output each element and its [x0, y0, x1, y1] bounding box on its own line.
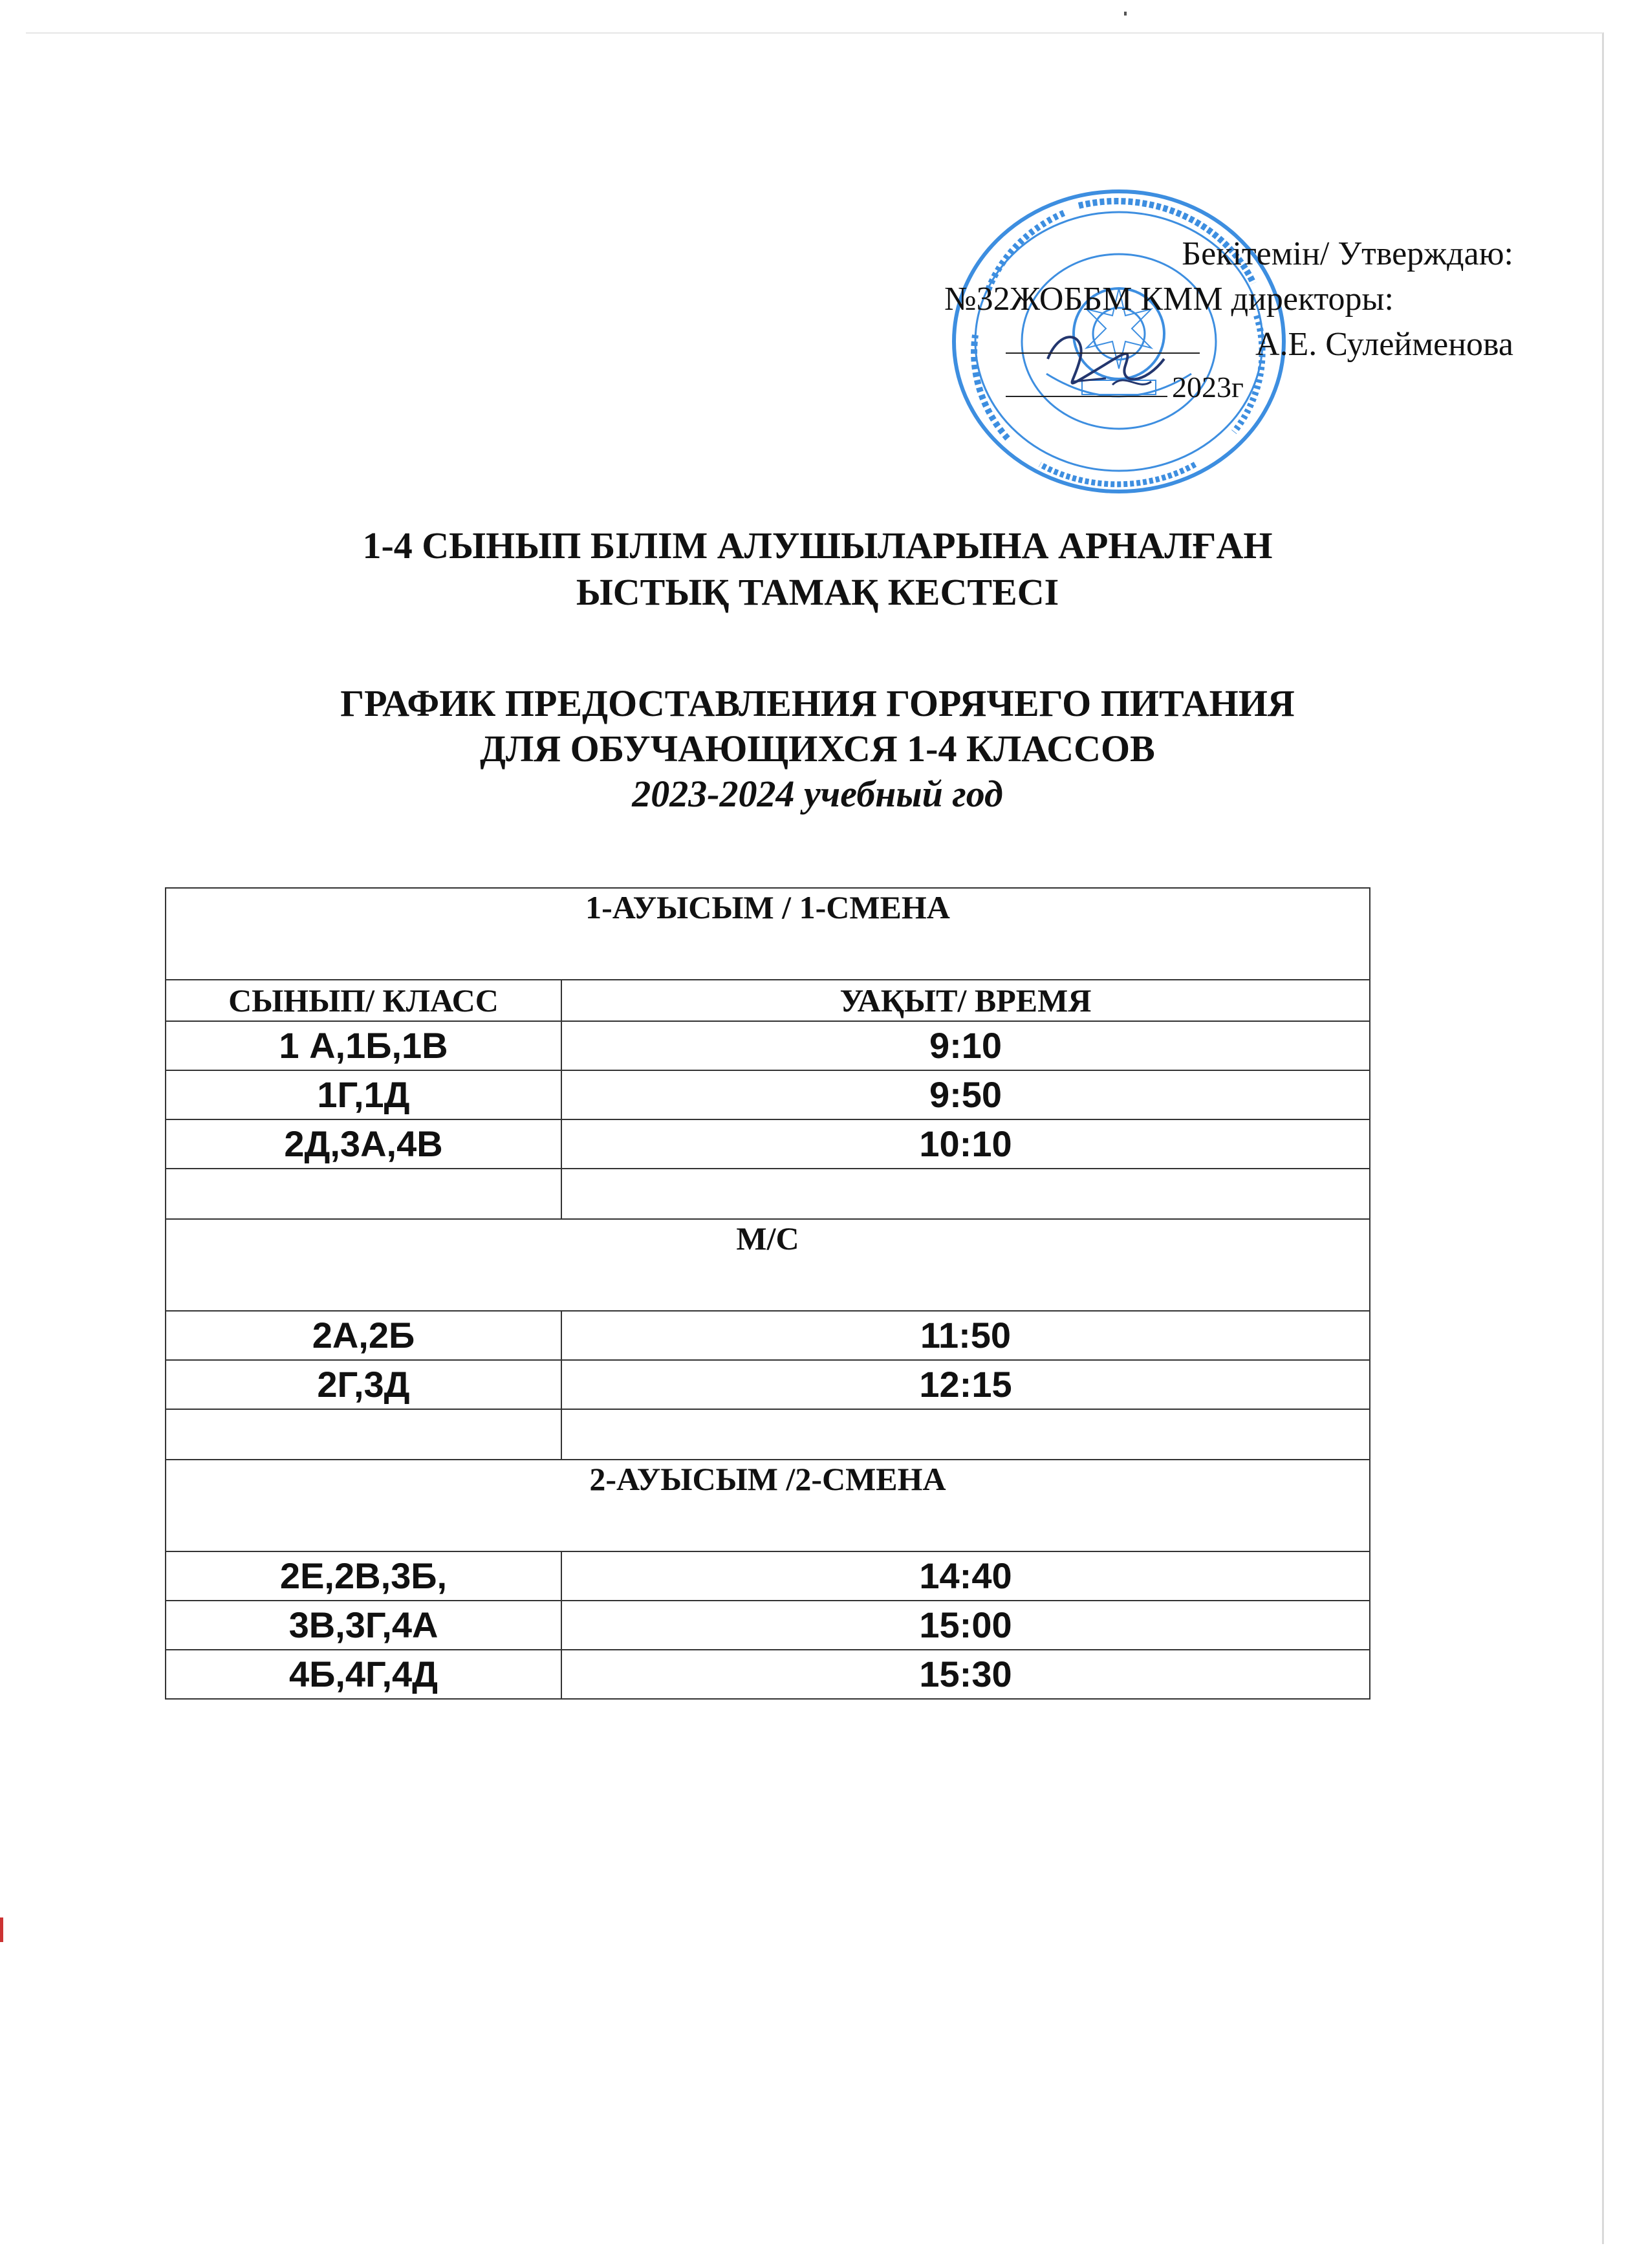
date-line: [1006, 396, 1167, 397]
class-cell: 4Б,4Г,4Д: [166, 1650, 561, 1699]
meal-schedule-table: [165, 887, 1370, 1700]
title-kz-line2: ЫСТЫҚ ТАМАҚ КЕСТЕСІ: [576, 571, 1059, 613]
time-cell: 12:15: [561, 1360, 1370, 1409]
signature-line: [1006, 352, 1200, 354]
column-header-time: УАҚЫТ/ ВРЕМЯ: [561, 980, 1370, 1021]
table-row: [166, 1551, 1370, 1601]
empty-cell: [561, 1169, 1370, 1219]
time-cell: 11:50: [561, 1311, 1370, 1360]
time-cell: 15:00: [561, 1601, 1370, 1650]
title-kz-line1: 1-4 СЫНЫП БІЛІМ АЛУШЫЛАРЫНА АРНАЛҒАН: [362, 524, 1273, 567]
shift1-title: 1-АУЫСЫМ / 1-СМЕНА: [166, 888, 1370, 980]
column-header-class: СЫНЫП/ КЛАСС: [166, 980, 561, 1021]
scan-edge-mark: [0, 1917, 3, 1942]
empty-row: [166, 1409, 1370, 1460]
table-row: [166, 1360, 1370, 1409]
approval-line-name: А.Е. Сулейменова: [1255, 326, 1513, 363]
title-ru-line2: ДЛЯ ОБУЧАЮЩИХСЯ 1-4 КЛАССОВ: [480, 728, 1155, 770]
class-cell: 1Г,1Д: [166, 1070, 561, 1119]
class-cell: 1 А,1Б,1В: [166, 1021, 561, 1070]
table-row: [166, 1021, 1370, 1070]
approval-line-approve: Бекітемін/ Утверждаю:: [1182, 235, 1513, 272]
scan-speck: [1124, 12, 1127, 16]
column-header-row: [166, 980, 1370, 1021]
class-cell: 2А,2Б: [166, 1311, 561, 1360]
approval-block: [931, 233, 1513, 407]
time-cell: 9:50: [561, 1070, 1370, 1119]
time-cell: 10:10: [561, 1119, 1370, 1169]
class-cell: 2Д,3А,4В: [166, 1119, 561, 1169]
approval-line-director: №32ЖОББМ КММ директоры:: [944, 281, 1394, 318]
middle-header-row: [166, 1219, 1370, 1311]
shift1-header-row: [166, 888, 1370, 980]
time-cell: 14:40: [561, 1551, 1370, 1601]
table-row: [166, 1311, 1370, 1360]
academic-year: 2023-2024 учебный год: [632, 773, 1003, 815]
approval-line-date: 2023г: [1172, 371, 1244, 404]
table-row: [166, 1601, 1370, 1650]
title-ru-line1: ГРАФИК ПРЕДОСТАВЛЕНИЯ ГОРЯЧЕГО ПИТАНИЯ: [340, 682, 1295, 724]
time-cell: 9:10: [561, 1021, 1370, 1070]
class-cell: 2Г,3Д: [166, 1360, 561, 1409]
class-cell: 3В,3Г,4А: [166, 1601, 561, 1650]
class-cell: 2Е,2В,3Б,: [166, 1551, 561, 1601]
shift2-header-row: [166, 1460, 1370, 1551]
empty-row: [166, 1169, 1370, 1219]
empty-cell: [561, 1409, 1370, 1460]
empty-cell: [166, 1169, 561, 1219]
shift2-title: 2-АУЫСЫМ /2-СМЕНА: [166, 1460, 1370, 1551]
time-cell: 15:30: [561, 1650, 1370, 1699]
middle-title: М/С: [166, 1219, 1370, 1311]
table-row: [166, 1650, 1370, 1699]
table-row: [166, 1119, 1370, 1169]
table-row: [166, 1070, 1370, 1119]
empty-cell: [166, 1409, 561, 1460]
